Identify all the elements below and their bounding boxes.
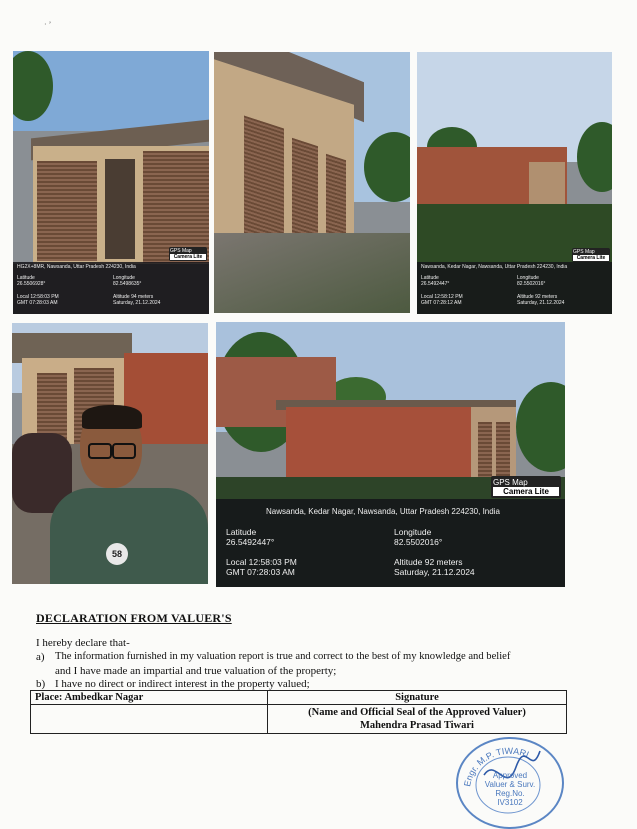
date: Saturday, 21.12.2024 <box>517 300 565 306</box>
gps-address: HG2X+8MR, Nawsanda, Uttar Pradesh 224230, India <box>17 264 136 270</box>
gps-caption: Nawsanda, Kedar Nagar, Nawsanda, Uttar Pradesh 224230, India Latitude 26.5492447° Longitude 82.5502016° Local 12:58:12 PM GMT 07:28:12 AM Altitude 92 meters Saturday, 21.12.2024 <box>417 262 612 314</box>
gps-address: Nawsanda, Kedar Nagar, Nawsanda, Uttar Pradesh 224230, India <box>421 264 568 270</box>
site-photo-1 <box>13 51 209 314</box>
local-time: Local 12:58:03 PM <box>17 294 59 300</box>
date: Saturday, 21.12.2024 <box>113 300 161 306</box>
latitude: 26.5492447° <box>226 537 275 547</box>
gps-address: Nawsanda, Kedar Nagar, Nawsanda, Uttar Pradesh 224230, India <box>266 507 500 516</box>
date: Saturday, 21.12.2024 <box>394 567 475 577</box>
latitude: 26.5506928° <box>17 281 46 287</box>
site-photo-4-selfie: 58 <box>12 323 208 584</box>
declaration-item-b-marker: b) <box>36 678 46 690</box>
declaration-title: DECLARATION FROM VALUER'S <box>36 611 232 625</box>
gmt-time: GMT 07:28:03 AM <box>226 567 295 577</box>
gmt-time: GMT 07:28:03 AM <box>17 300 58 306</box>
altitude: Altitude 92 meters <box>517 294 558 300</box>
valuer-name: Mahendra Prasad Tiwari <box>360 720 474 731</box>
altitude: Altitude 94 meters <box>113 294 154 300</box>
longitude: 82.5502016° <box>394 537 443 547</box>
site-photo-3 <box>417 52 612 314</box>
declaration-item-a: The information furnished in my valuation report is true and correct to the best of my knowledge and belief <box>55 651 511 662</box>
local-time: Local 12:58:03 PM <box>226 557 297 567</box>
altitude: Altitude 92 meters <box>394 557 463 567</box>
longitude: 82.5502016° <box>517 281 546 287</box>
gmt-time: GMT 07:28:12 AM <box>421 300 462 306</box>
gps-badge: GPS Map Camera Lite <box>491 476 561 498</box>
svg-text:Engr. M.P. TIWARI: Engr. M.P. TIWARI <box>462 745 531 788</box>
gps-badge: GPS Map Camera Lite <box>572 248 610 262</box>
gps-caption: Nawsanda, Kedar Nagar, Nawsanda, Uttar Pradesh 224230, India Latitude 26.5492447° Longitude 82.5502016° Local 12:58:03 PM GMT 07:28:03 AM Altitude 92 meters Saturday, 21.12.2024 <box>216 499 565 587</box>
local-time: Local 12:58:12 PM <box>421 294 463 300</box>
seal-caption: (Name and Official Seal of the Approved Valuer) <box>308 707 526 718</box>
site-photo-5 <box>216 322 565 587</box>
declaration-intro: I hereby declare that- <box>36 637 130 649</box>
signature-label: Signature <box>268 691 567 705</box>
place-cell: Place: Ambedkar Nagar <box>31 691 268 705</box>
longitude: 82.5498635° <box>113 281 142 287</box>
declaration-item-b: I have no direct or indirect interest in the property valued; <box>55 678 310 690</box>
gps-caption: HG2X+8MR, Nawsanda, Uttar Pradesh 224230, India Latitude 26.5506928° Longitude 82.5498635° Local 12:58:03 PM GMT 07:28:03 AM Altitude 94 meters Saturday, 21.12.2024 <box>13 262 209 314</box>
declaration-item-a-cont: and I have made an impartial and true valuation of the property; <box>55 665 337 677</box>
latitude: 26.5492447° <box>421 281 450 287</box>
gps-badge: GPS Map Camera Lite <box>169 247 207 261</box>
signature-table <box>30 690 567 734</box>
person-shirt <box>50 488 208 584</box>
valuer-seal: Engr. M.P. TIWARI Approved Valuer & Surv. Reg.No. IV3102 <box>456 737 564 829</box>
page-corner-mark: · ’ <box>44 20 52 29</box>
declaration-item-a-marker: a) <box>36 651 45 663</box>
site-photo-2 <box>214 52 410 313</box>
